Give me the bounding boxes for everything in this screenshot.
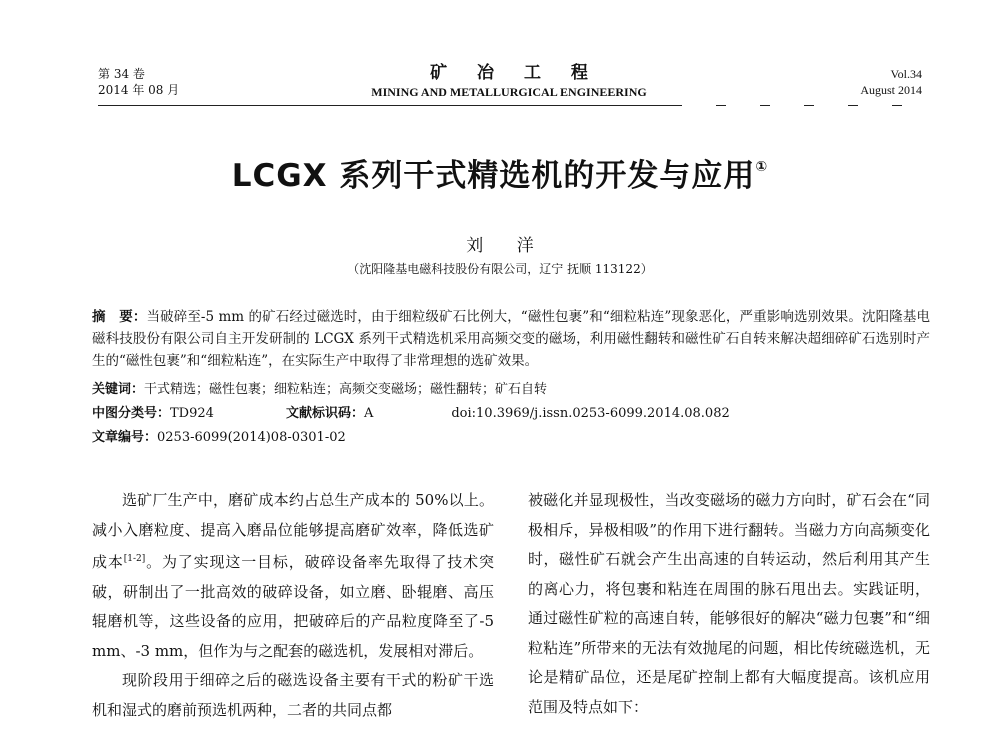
header-date-cn: 2014 年 08 月 <box>98 83 180 97</box>
abstract <box>92 306 930 372</box>
body-paragraph: 被磁化并显现极性，当改变磁场的磁力方向时，矿石会在“同极相斥，异极相吸”的作用下进行翻转。当磁力方向高频变化时，磁性矿石就会产生出高速的自转运动，然后利用其产生的离心力，将包裹和粘连在周围的脉石甩出去。实践证明，通过磁性矿粒的高速自转，能够很好的解决“磁力包裹”和“细粒粘连”所带来的无法有效抛尾的问题，相比传统磁选机，无论是精矿品位，还是尾矿控制上都有大幅度提高。该机应用范围及特点如下： <box>528 491 930 716</box>
journal-name-cn: 矿 冶 工 程 <box>430 63 600 83</box>
keywords-text: 干式精选；磁性包裹；细粒粘连；高频交变磁场；磁性翻转；矿石自转 <box>144 382 548 397</box>
doc-code-value: A <box>363 406 374 421</box>
citation: [1-2] <box>123 554 146 564</box>
paper-title <box>0 150 1000 195</box>
header-rule-dash <box>682 105 924 108</box>
body-column-right <box>528 486 930 722</box>
body-column-left <box>92 486 494 725</box>
article-number-label: 文章编号： <box>92 430 158 445</box>
paper-title-text: LCGX 系列干式精选机的开发与应用 <box>231 158 756 194</box>
doi: doi:10.3969/j.issn.0253-6099.2014.08.082 <box>451 406 730 421</box>
title-footnote-mark: ① <box>755 158 769 175</box>
clc-label: 中图分类号： <box>92 406 171 421</box>
journal-name-en: MINING AND METALLURGICAL ENGINEERING <box>371 85 647 99</box>
abstract-label: 摘 要： <box>92 309 147 325</box>
header-volume: 第 34 卷 <box>98 67 145 81</box>
header-journal <box>90 62 928 100</box>
body-paragraph <box>92 486 494 666</box>
keywords-label: 关键词： <box>92 382 145 397</box>
abstract-text: 当破碎至-5 mm 的矿石经过磁选时，由于细粒级矿石比例大，“磁性包裹”和“细粒粘连”现象恶化，严重影响选别效果。沈阳隆基电磁科技股份有限公司自主开发研制的 LCGX 系列干式精选机采用高频交变的磁场，利用磁性翻转和磁性矿石自转来解决超细碎矿石选别时产生的“磁性包裹”和“细粒粘连”，在实际生产中取得了非常理想的选矿效果。 <box>92 309 930 369</box>
article-number <box>92 428 346 448</box>
affiliation: （沈阳隆基电磁科技股份有限公司，辽宁 抚顺 113122） <box>347 262 653 276</box>
body-text: 。为了实现这一目标，破碎设备率先取得了技术突破，研制出了一批高效的破碎设备，如立磨、卧辊磨、高压辊磨机等，这些设备的应用，把破碎后的产品粒度降至了-5 mm、-3 mm，但作为与之配套的磁选机，发展相对滞后。 <box>92 553 494 660</box>
body-paragraph: 现阶段用于细碎之后的磁选设备主要有干式的粉矿干选机和湿式的磨前预选机两种，二者的共同点都 <box>92 671 494 719</box>
article-number-value: 0253-6099(2014)08-0301-02 <box>157 430 346 445</box>
header-date-en: August 2014 <box>860 83 922 97</box>
keywords <box>92 380 547 400</box>
classification-row <box>92 404 730 424</box>
author: 刘 洋 <box>466 236 548 256</box>
doc-code-label: 文献标识码： <box>285 406 364 421</box>
clc-value: TD924 <box>170 406 214 421</box>
header-volume-en: Vol.34 <box>890 67 922 81</box>
body-text: 选矿厂生产中，磨矿成本约占总生产成本的 50%以上。减小入磨粒度、提高入磨品位能够提高磨矿效率，降低选矿成本 <box>92 491 494 571</box>
page-header <box>90 62 928 114</box>
header-issue-en <box>860 66 922 98</box>
